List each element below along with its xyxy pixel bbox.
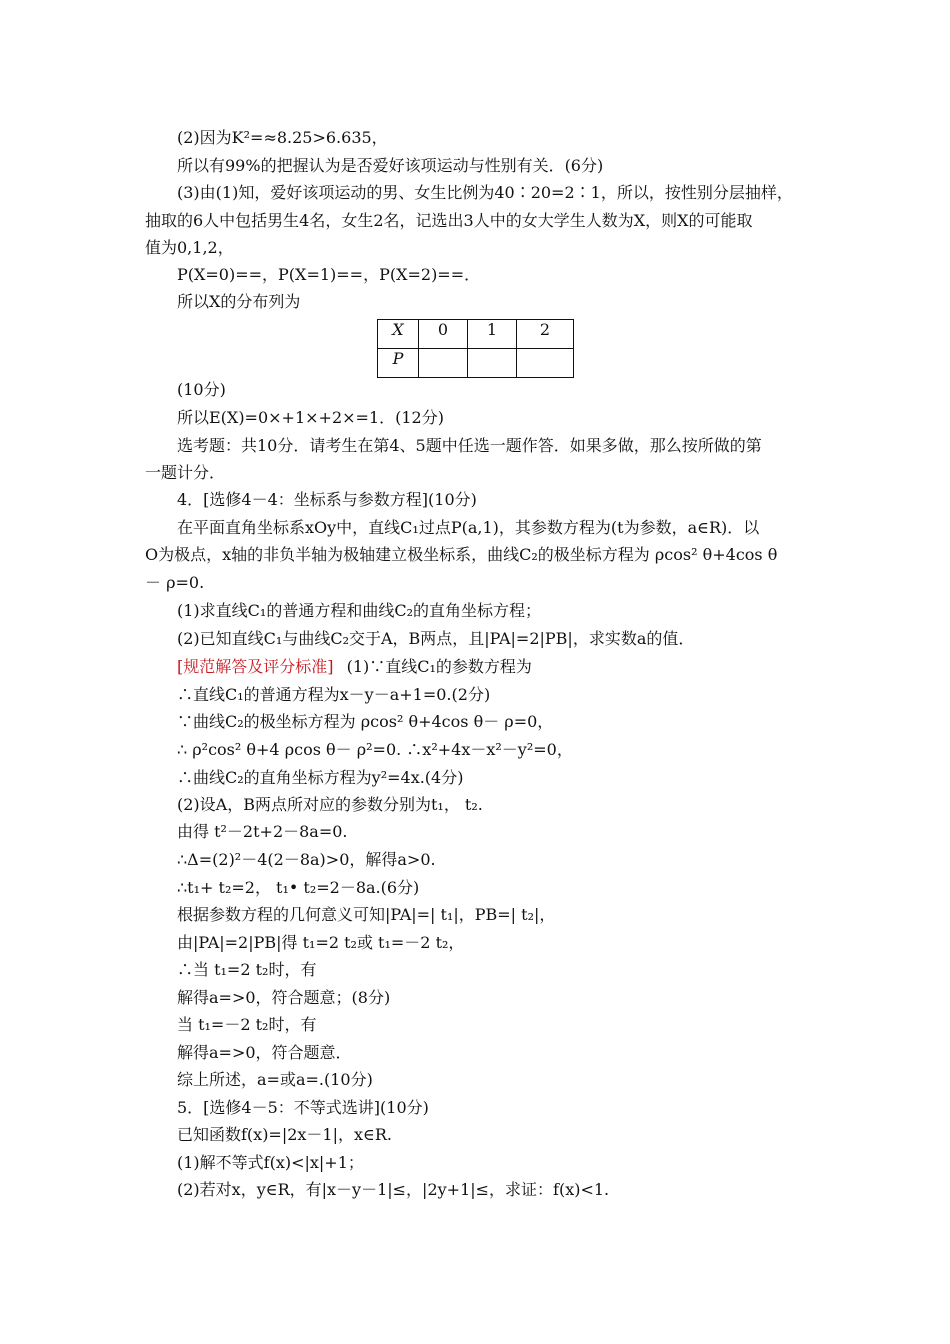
table-cell: P xyxy=(378,349,419,378)
text-line: ∵曲线C₂的极坐标方程为 ρcos² θ+4cos θ－ ρ=0， xyxy=(177,712,554,731)
table-cell xyxy=(468,349,517,378)
text-line: O为极点，x轴的非负半轴为极轴建立极坐标系，曲线C₂的极坐标方程为 ρcos² θ+4cos θ xyxy=(145,545,778,564)
text-line: 根据参数方程的几何意义可知|PA|=| t₁|，PB=| t₂|， xyxy=(177,905,556,924)
text-line: 一题计分． xyxy=(145,463,226,482)
distribution-table xyxy=(377,319,574,378)
text-line: (2)因为K²=≈8.25>6.635， xyxy=(177,128,388,147)
text-line: ∴当 t₁=2 t₂时，有 xyxy=(177,960,317,979)
table-cell: X xyxy=(378,320,419,349)
table-row xyxy=(378,320,574,349)
text-line: (3)由(1)知，爱好该项运动的男、女生比例为40∶20=2∶1，所以，按性别分层抽样， xyxy=(177,183,793,202)
section-heading: 4．[选修4－4：坐标系与参数方程](10分) xyxy=(177,490,477,509)
text-line: (1)∵直线C₁的参数方程为 xyxy=(346,657,532,676)
text-line: － ρ=0. xyxy=(145,573,205,592)
text-line: ∴直线C₁的普通方程为x－y－a+1=0.(2分) xyxy=(177,685,491,704)
text-line: (2)已知直线C₁与曲线C₂交于A，B两点，且|PA|=2|PB|，求实数a的值． xyxy=(177,629,695,648)
text-line: ∴曲线C₂的直角坐标方程为y²=4x.(4分) xyxy=(177,768,464,787)
table-row xyxy=(378,349,574,378)
text-line: 解得a=>0，符合题意． xyxy=(177,1043,352,1062)
text-line: ∴t₁+ t₂=2， t₁• t₂=2－8a.(6分) xyxy=(177,878,420,897)
text-line: (1)求直线C₁的普通方程和曲线C₂的直角坐标方程； xyxy=(177,601,541,620)
text-line: (10分) xyxy=(177,380,226,399)
text-line: 抽取的6人中包括男生4名，女生2名，记选出3人中的女大学生人数为X，则X的可能取 xyxy=(145,211,753,230)
section-heading: 5．[选修4－5：不等式选讲](10分) xyxy=(177,1098,429,1117)
text-line: 当 t₁=－2 t₂时，有 xyxy=(177,1015,317,1034)
text-line: 已知函数f(x)=|2x－1|，x∈R. xyxy=(177,1125,393,1144)
text-line: 由|PA|=2|PB|得 t₁=2 t₂或 t₁=－2 t₂， xyxy=(177,933,465,952)
text-line: (2)设A，B两点所对应的参数分别为t₁， t₂. xyxy=(177,795,483,814)
text-line: ∴ ρ²cos² θ+4 ρcos θ－ ρ²=0. ∴x²+4x－x²－y²=0， xyxy=(177,740,573,759)
table-cell: 2 xyxy=(517,320,574,349)
table-cell xyxy=(517,349,574,378)
solution-header xyxy=(177,657,532,677)
text-line: 值为0,1,2， xyxy=(145,238,234,257)
table-cell: 0 xyxy=(419,320,468,349)
text-line: (2)若对x，y∈R，有|x－y－1|≤，|2y+1|≤，求证：f(x)<1. xyxy=(177,1180,610,1199)
text-line: 选考题：共10分．请考生在第4、5题中任选一题作答．如果多做，那么按所做的第 xyxy=(177,436,762,455)
text-line: 所以E(X)=0×+1×+2×=1．(12分) xyxy=(177,408,444,427)
text-line: 综上所述，a=或a=.(10分) xyxy=(177,1070,373,1089)
text-line: 所以X的分布列为 xyxy=(177,292,301,311)
text-line: (1)解不等式f(x)<|x|+1； xyxy=(177,1153,364,1172)
text-line: ∴Δ=(2)²－4(2－8a)>0，解得a>0. xyxy=(177,850,436,869)
table-cell: 1 xyxy=(468,320,517,349)
text-line: 所以有99%的把握认为是否爱好该项运动与性别有关．(6分) xyxy=(177,156,604,175)
text-line: 在平面直角坐标系xOy中，直线C₁过点P(a,1)，其参数方程为(t为参数，a∈R)．以 xyxy=(177,518,760,537)
text-line: P(X=0)==，P(X=1)==，P(X=2)==． xyxy=(177,265,481,284)
text-line: 由得 t²－2t+2－8a=0. xyxy=(177,822,348,841)
solution-label: [规范解答及评分标准] xyxy=(177,657,334,676)
table-cell xyxy=(419,349,468,378)
text-line: 解得a=>0，符合题意；(8分) xyxy=(177,988,391,1007)
